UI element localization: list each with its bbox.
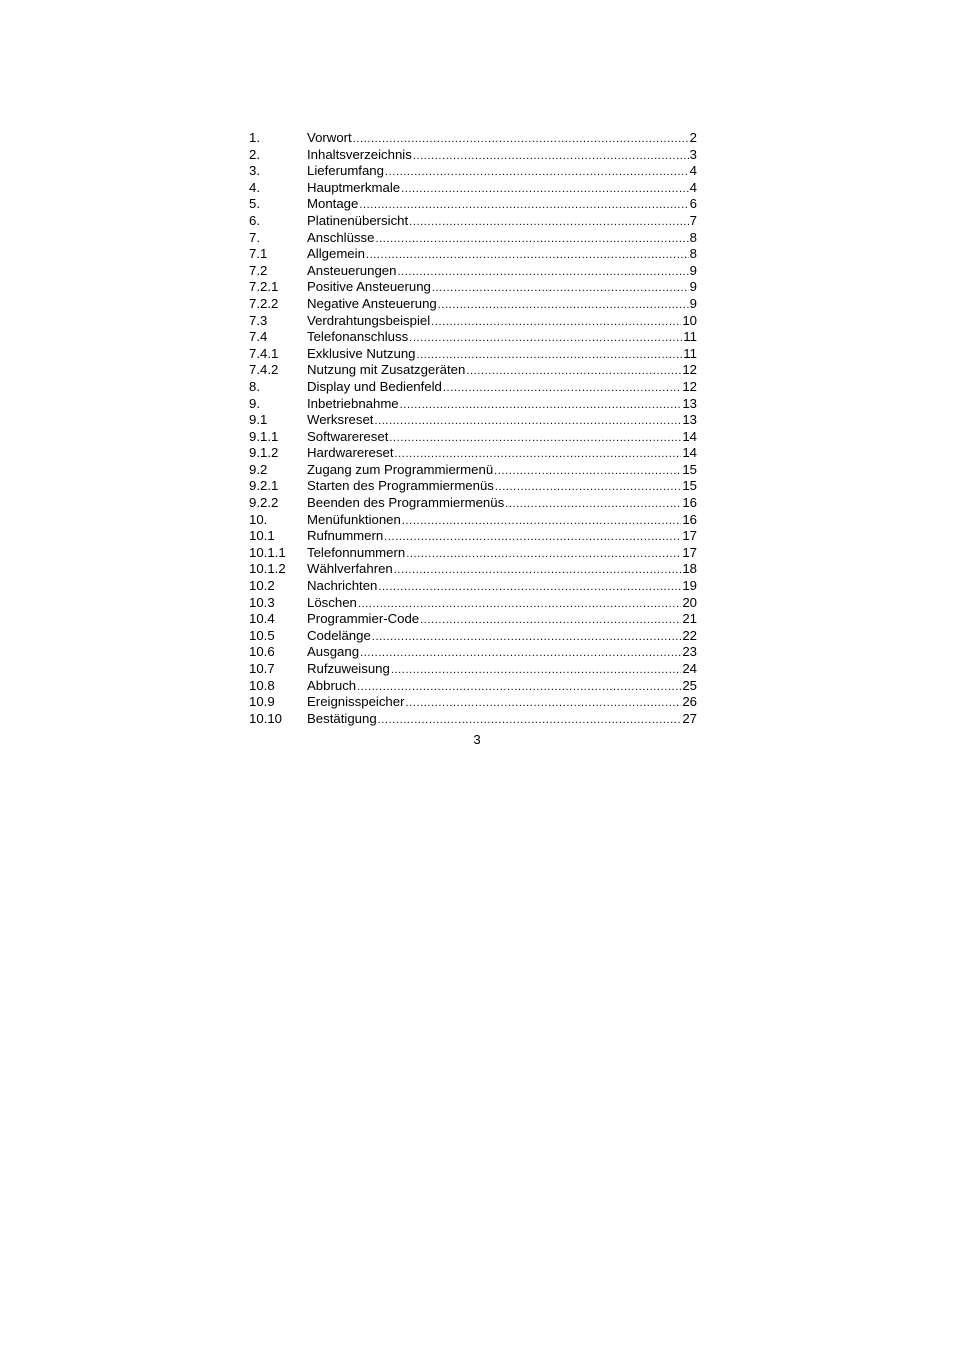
toc-entry[interactable]: [249, 545, 697, 562]
toc-dot-leader: [413, 148, 689, 165]
toc-entry-title: Montage: [307, 196, 359, 212]
toc-entry-title: Inhaltsverzeichnis: [307, 146, 412, 162]
toc-entry-page: 11: [683, 329, 697, 345]
toc-dot-leader: [416, 347, 682, 364]
toc-entry[interactable]: [249, 379, 697, 396]
toc-entry-title: Platinenübersicht: [307, 212, 409, 228]
toc-entry[interactable]: [249, 396, 697, 413]
toc-entry-number: 10.8: [249, 677, 275, 693]
toc-entry-page: 11: [683, 345, 697, 361]
toc-entry[interactable]: [249, 578, 697, 595]
toc-entry[interactable]: [249, 611, 697, 628]
toc-entry-number: 1.: [249, 130, 260, 145]
toc-entry-page: 16: [682, 511, 697, 527]
toc-entry-page: 9: [689, 295, 697, 311]
toc-entry-number: 7.2.1: [249, 279, 279, 295]
toc-dot-leader: [395, 446, 682, 463]
toc-entry[interactable]: [249, 346, 697, 363]
page-number: 3: [473, 732, 481, 747]
toc-dot-leader: [372, 629, 682, 646]
toc-entry-page: 13: [682, 412, 697, 428]
toc-dot-leader: [385, 164, 689, 181]
toc-dot-leader: [438, 297, 689, 314]
toc-entry-title: Softwarereset: [307, 428, 389, 444]
toc-entry[interactable]: [249, 296, 697, 313]
toc-entry-number: 10.7: [249, 661, 275, 676]
toc-entry-title: Abbruch: [307, 677, 357, 693]
toc-dot-leader: [494, 463, 681, 480]
toc-entry-page: 9: [689, 262, 697, 278]
toc-dot-leader: [431, 314, 681, 331]
toc-entry-number: 10.: [249, 511, 268, 527]
toc-entry-number: 9.: [249, 395, 260, 411]
toc-dot-leader: [409, 214, 688, 231]
toc-entry-page: 15: [682, 478, 697, 494]
toc-entry-title: Rufnummern: [307, 528, 384, 544]
toc-entry-title: Wählverfahren: [307, 561, 393, 577]
toc-entry-page: 4: [689, 179, 697, 195]
toc-dot-leader: [384, 529, 681, 546]
toc-entry-number: 9.2.1: [249, 478, 279, 494]
toc-entry-title: Programmier-Code: [307, 611, 420, 627]
toc-dot-leader: [378, 579, 681, 596]
toc-entry-page: 12: [682, 362, 697, 378]
toc-entry-page: 17: [682, 528, 697, 544]
toc-dot-leader: [366, 247, 689, 264]
toc-entry-title: Löschen: [307, 594, 357, 610]
toc-dot-leader: [357, 679, 681, 696]
toc-entry[interactable]: [249, 478, 697, 495]
toc-entry-title: Verdrahtungsbeispiel: [307, 312, 431, 328]
toc-entry-number: 7.1: [249, 246, 268, 262]
toc-entry-number: 9.2: [249, 461, 268, 477]
toc-entry-title: Nutzung mit Zusatzgeräten: [307, 362, 466, 378]
toc-entry-number: 8.: [249, 378, 260, 394]
toc-entry-page: 15: [682, 461, 697, 477]
toc-entry[interactable]: [249, 362, 697, 379]
toc-entry[interactable]: [249, 163, 697, 180]
toc-entry-number: 7.: [249, 229, 260, 245]
toc-dot-leader: [400, 397, 682, 414]
toc-entry-page: 10: [682, 312, 697, 328]
toc-entry-title: Telefonanschluss: [307, 329, 409, 345]
toc-entry-title: Ereignisspeicher: [307, 694, 405, 710]
toc-entry-title: Allgemein: [307, 246, 365, 262]
toc-entry-title: Ausgang: [307, 644, 360, 660]
toc-dot-leader: [360, 645, 681, 662]
toc-entry[interactable]: [249, 495, 697, 512]
toc-entry-page: 12: [682, 378, 697, 394]
toc-entry-number: 7.3: [249, 312, 268, 328]
toc-entry-title: Positive Ansteuerung: [307, 279, 431, 295]
toc-entry-number: 10.5: [249, 627, 275, 643]
toc-entry[interactable]: [249, 595, 697, 612]
toc-entry-number: 10.10: [249, 710, 283, 726]
toc-entry[interactable]: [249, 263, 697, 280]
toc-entry[interactable]: [249, 561, 697, 578]
toc-entry-page: 24: [682, 661, 697, 676]
toc-dot-leader: [389, 430, 681, 447]
toc-entry-title: Rufzuweisung: [307, 661, 390, 676]
toc-entry-page: 25: [682, 677, 697, 693]
toc-entry-number: 9.1.1: [249, 428, 279, 444]
toc-entry[interactable]: [249, 678, 697, 695]
toc-entry-page: 22: [682, 627, 697, 643]
toc-dot-leader: [375, 231, 688, 248]
toc-entry-title: Codelänge: [307, 627, 371, 643]
toc-entry-page: 3: [689, 146, 697, 162]
toc-entry-number: 10.1.2: [249, 561, 286, 577]
toc-entry-page: 23: [682, 644, 697, 660]
toc-entry[interactable]: [249, 230, 697, 247]
toc-entry-title: Negative Ansteuerung: [307, 295, 437, 311]
toc-entry-page: 13: [682, 395, 697, 411]
toc-entry-page: 20: [682, 594, 697, 610]
toc-dot-leader: [443, 380, 681, 397]
toc-entry-page: 4: [689, 163, 697, 179]
toc-entry-title: Starten des Programmiermenüs: [307, 478, 494, 494]
toc-entry[interactable]: [249, 196, 697, 213]
toc-entry-number: 10.6: [249, 644, 275, 660]
toc-entry-title: Inbetriebnahme: [307, 395, 399, 411]
toc-dot-leader: [406, 546, 681, 563]
toc-entry-number: 2.: [249, 146, 260, 162]
toc-entry[interactable]: [249, 130, 697, 147]
toc-entry-page: 8: [689, 246, 697, 262]
toc-entry[interactable]: [249, 429, 697, 446]
toc-dot-leader: [495, 479, 681, 496]
toc-entry-number: 3.: [249, 163, 260, 179]
toc-entry-page: 7: [689, 212, 697, 228]
toc-entry-title: Ansteuerungen: [307, 262, 397, 278]
toc-entry-title: Werksreset: [307, 412, 374, 428]
toc-entry-page: 19: [682, 578, 697, 594]
toc-entry[interactable]: [249, 661, 697, 678]
toc-entry-title: Bestätigung: [307, 710, 377, 726]
toc-entry-page: 14: [682, 445, 697, 461]
toc-entry[interactable]: [249, 246, 697, 263]
toc-entry-number: 10.1: [249, 528, 275, 544]
table-of-contents: [249, 130, 697, 727]
toc-entry-title: Display und Bedienfeld: [307, 378, 442, 394]
toc-entry-page: 8: [689, 229, 697, 245]
toc-entry[interactable]: [249, 711, 697, 728]
toc-entry-number: 6.: [249, 212, 260, 228]
toc-entry[interactable]: [249, 329, 697, 346]
toc-entry-number: 7.2: [249, 262, 268, 278]
toc-dot-leader: [374, 413, 681, 430]
toc-entry-title: Anschlüsse: [307, 229, 375, 245]
toc-dot-leader: [432, 280, 689, 297]
toc-entry[interactable]: [249, 313, 697, 330]
toc-entry-number: 9.2.2: [249, 495, 279, 511]
toc-entry-number: 9.1.2: [249, 445, 279, 461]
toc-entry-title: Exklusive Nutzung: [307, 345, 416, 361]
toc-entry-number: 10.3: [249, 594, 275, 610]
toc-entry-number: 7.4.2: [249, 362, 279, 378]
toc-entry-number: 7.4.1: [249, 345, 279, 361]
toc-dot-leader: [409, 330, 682, 347]
toc-dot-leader: [378, 712, 682, 729]
toc-entry-title: Nachrichten: [307, 578, 378, 594]
toc-entry-page: 18: [682, 561, 697, 577]
toc-dot-leader: [406, 695, 682, 712]
toc-entry-number: 10.2: [249, 578, 275, 594]
toc-entry[interactable]: [249, 213, 697, 230]
toc-dot-leader: [358, 596, 681, 613]
toc-entry[interactable]: [249, 694, 697, 711]
toc-entry-title: Hardwarereset: [307, 445, 394, 461]
toc-entry-number: 7.2.2: [249, 295, 279, 311]
toc-entry-number: 7.4: [249, 329, 268, 345]
toc-entry-page: 9: [689, 279, 697, 295]
toc-entry-title: Telefonnummern: [307, 544, 406, 560]
toc-entry-number: 10.9: [249, 694, 275, 710]
toc-dot-leader: [391, 662, 681, 679]
toc-entry-title: Beenden des Programmiermenüs: [307, 495, 505, 511]
toc-entry-title: Hauptmerkmale: [307, 179, 401, 195]
toc-entry-number: 10.1.1: [249, 544, 286, 560]
toc-entry[interactable]: [249, 147, 697, 164]
toc-dot-leader: [397, 264, 688, 281]
toc-entry[interactable]: [249, 462, 697, 479]
toc-entry[interactable]: [249, 412, 697, 429]
toc-dot-leader: [402, 513, 681, 530]
toc-entry-number: 9.1: [249, 412, 268, 428]
toc-entry[interactable]: [249, 180, 697, 197]
toc-dot-leader: [505, 496, 681, 513]
toc-dot-leader: [353, 131, 689, 148]
toc-entry-page: 2: [689, 130, 697, 145]
toc-dot-leader: [359, 197, 688, 214]
toc-entry[interactable]: [249, 644, 697, 661]
toc-entry-number: 10.4: [249, 611, 275, 627]
toc-entry[interactable]: [249, 528, 697, 545]
toc-entry-number: 4.: [249, 179, 260, 195]
toc-entry-number: 5.: [249, 196, 260, 212]
toc-entry-title: Zugang zum Programmiermenü: [307, 461, 494, 477]
toc-entry-page: 27: [682, 710, 697, 726]
toc-entry-page: 16: [682, 495, 697, 511]
toc-dot-leader: [394, 562, 682, 579]
toc-entry-title: Menüfunktionen: [307, 511, 401, 527]
toc-dot-leader: [466, 363, 681, 380]
toc-entry[interactable]: [249, 628, 697, 645]
toc-entry-page: 6: [689, 196, 697, 212]
toc-entry-page: 21: [682, 611, 697, 627]
toc-entry-page: 14: [682, 428, 697, 444]
toc-dot-leader: [420, 612, 681, 629]
toc-dot-leader: [401, 181, 689, 198]
toc-entry[interactable]: [249, 445, 697, 462]
toc-entry[interactable]: [249, 279, 697, 296]
toc-entry[interactable]: [249, 512, 697, 529]
toc-entry-title: Vorwort: [307, 130, 352, 145]
toc-entry-title: Lieferumfang: [307, 163, 384, 179]
toc-entry-page: 17: [682, 544, 697, 560]
toc-entry-page: 26: [682, 694, 697, 710]
